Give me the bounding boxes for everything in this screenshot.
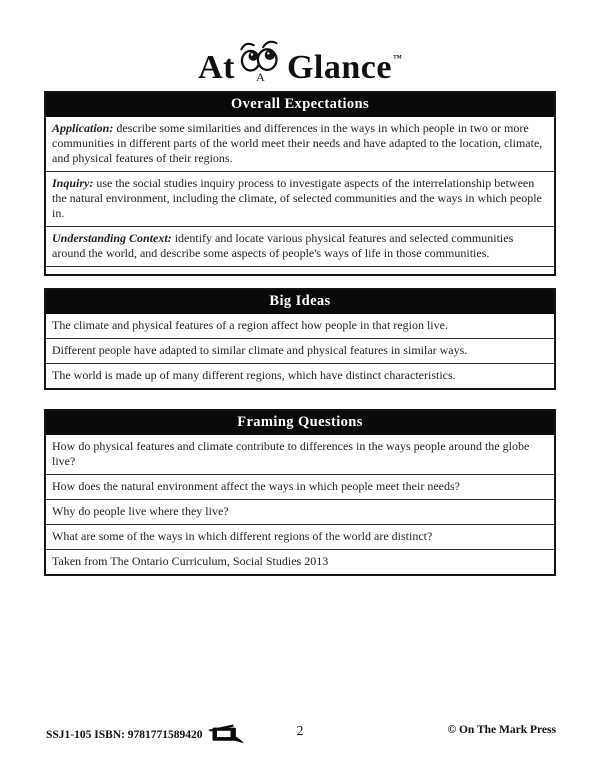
- expectation-row-understanding-context: [46, 226, 554, 267]
- row-lead: Inquiry:: [52, 176, 94, 190]
- big-idea-row: The climate and physical features of a region affect how people in that region live.: [52, 318, 448, 332]
- row-lead: Understanding Context:: [52, 231, 172, 245]
- section-heading-framing-questions: Framing Questions: [46, 411, 554, 435]
- trademark-symbol: ™: [392, 53, 402, 63]
- at-a-glance-logo: [44, 30, 556, 87]
- row-text: describe some similarities and differences in the ways in which people in two or more communities in different parts of the world meet their needs and have adapted to the location, climate, and physical features of their regions.: [52, 121, 543, 165]
- section-big-ideas: [44, 288, 556, 390]
- product-code-isbn-text: SSJ1-105 ISBN: 9781771589420: [46, 729, 203, 741]
- framing-question-row: How does the natural environment affect the ways in which people meet their needs?: [46, 474, 554, 499]
- section-heading-big-ideas: Big Ideas: [46, 290, 554, 314]
- row-lead: Application:: [52, 121, 114, 135]
- logo-word-at: At: [198, 49, 235, 87]
- logo-eyes-block: [238, 39, 284, 83]
- row-text: use the social studies inquiry process to investigate aspects of the interrelationship between the natural environment, including the climate, of selected communities and the ways in which people in.: [52, 176, 542, 220]
- section-framing-questions: [44, 409, 556, 576]
- big-idea-row: The world is made up of many different regions, which have distinct characteristics.: [46, 363, 554, 388]
- logo-word-glance: Glance: [286, 49, 392, 87]
- framing-question-row: What are some of the ways in which different regions of the world are distinct?: [46, 524, 554, 549]
- section-heading-overall-expectations: Overall Expectations: [46, 93, 554, 117]
- logo-word-a: A: [256, 70, 266, 84]
- page-footer: [44, 722, 556, 744]
- row-text: identify and locate various physical features and selected communities around the world, and describe some aspects of people's ways of life in those communities.: [52, 231, 514, 260]
- big-idea-row: Different people have adapted to similar climate and physical features in similar ways.: [46, 338, 554, 363]
- copyright-text: © On The Mark Press: [447, 724, 556, 736]
- source-attribution-row: Taken from The Ontario Curriculum, Social Studies 2013: [46, 549, 554, 574]
- expectation-row-inquiry: [46, 171, 554, 226]
- page-number: 2: [296, 723, 304, 738]
- framing-question-row: How do physical features and climate contribute to differences in the ways people around the globe live?: [52, 439, 530, 468]
- expectation-row-application: [46, 117, 554, 171]
- framing-question-row: Why do people live where they live?: [46, 499, 554, 524]
- glancing-eyes-icon: [238, 39, 284, 72]
- section-overall-expectations: [44, 91, 556, 276]
